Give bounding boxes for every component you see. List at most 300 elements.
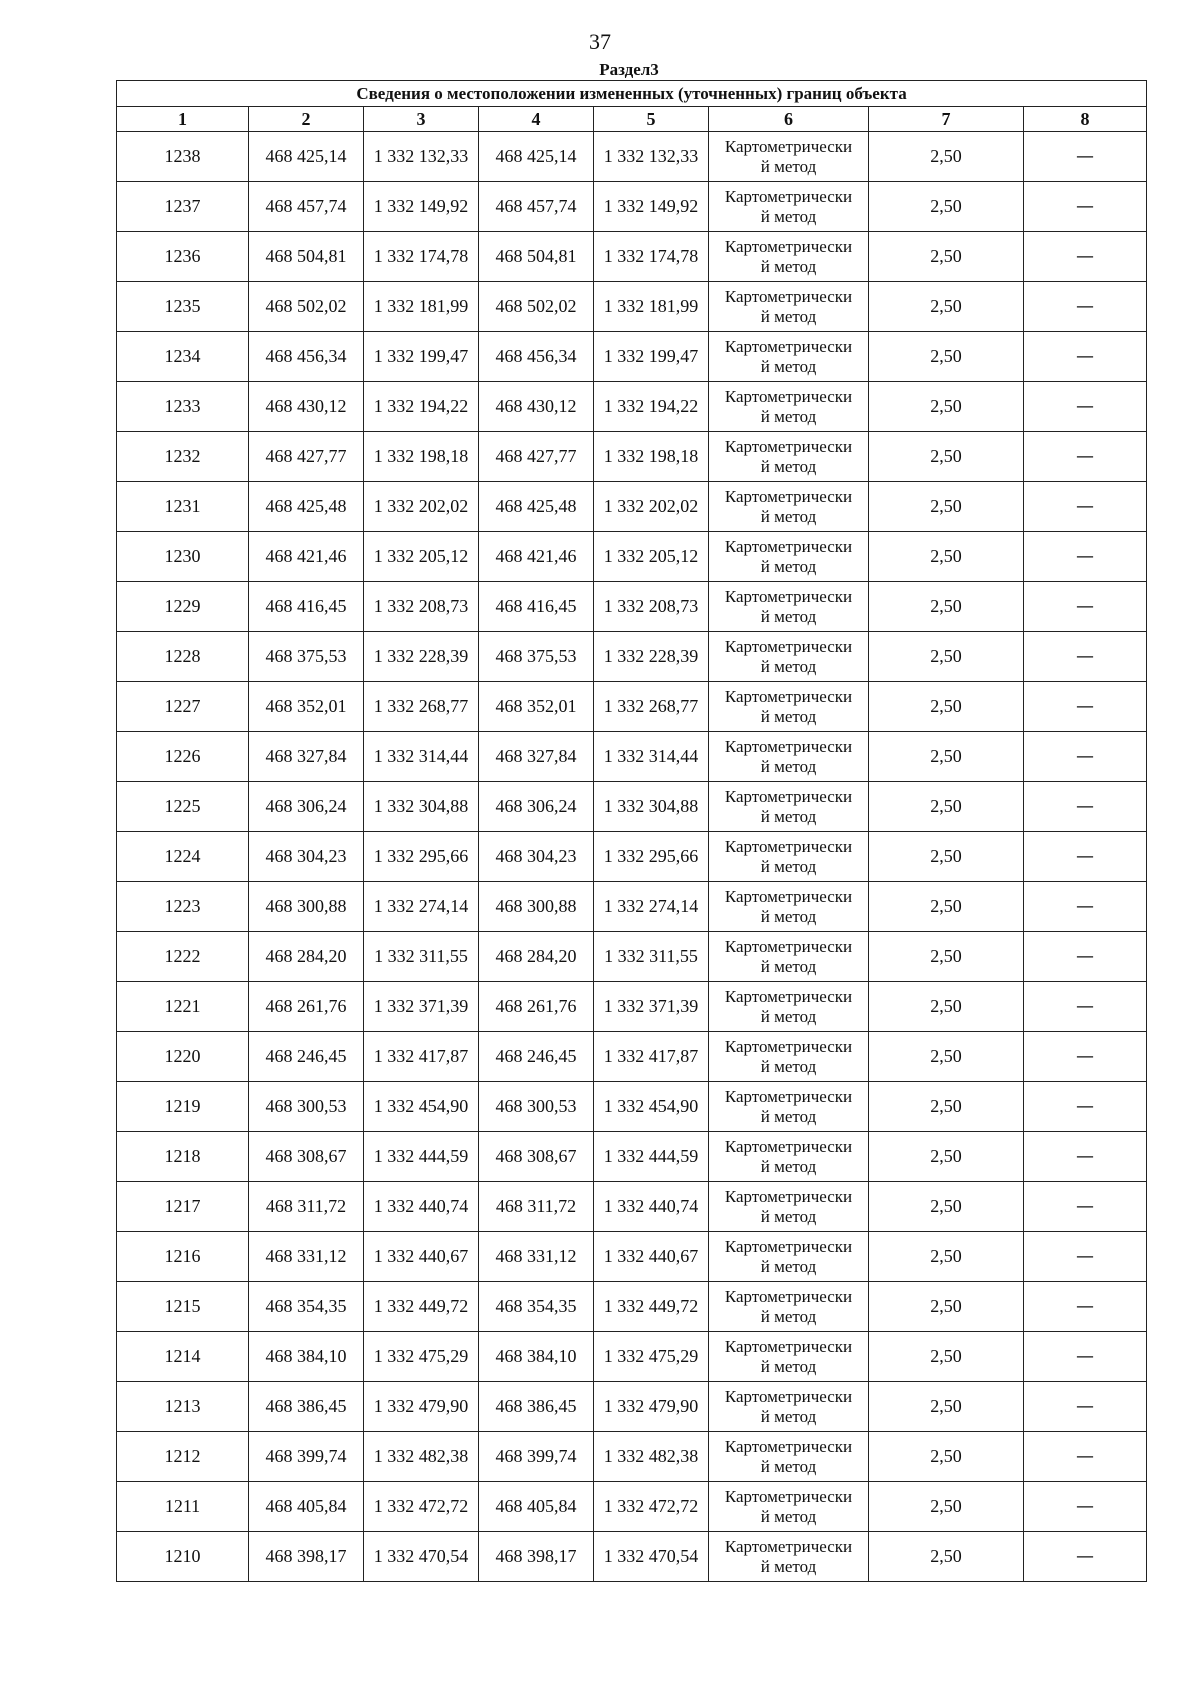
point-number-cell: 1223 (117, 882, 249, 932)
method-text-line1: Картометрически (724, 786, 853, 806)
column-number: 7 (869, 107, 1024, 132)
old-y-cell: 1 332 181,99 (364, 282, 479, 332)
table-row (117, 332, 1147, 382)
new-x-cell: 468 502,02 (479, 282, 594, 332)
new-y-cell: 1 332 440,74 (594, 1182, 709, 1232)
empty-cell: — (1024, 132, 1147, 182)
new-x-cell: 468 456,34 (479, 332, 594, 382)
point-number-cell: 1210 (117, 1532, 249, 1582)
new-x-cell: 468 384,10 (479, 1332, 594, 1382)
method-text-line1: Картометрически (724, 236, 853, 256)
new-y-cell: 1 332 472,72 (594, 1482, 709, 1532)
method-cell (709, 382, 869, 432)
method-text-line2: й метод (760, 1106, 817, 1126)
method-cell (709, 1032, 869, 1082)
method-text-line2: й метод (760, 1256, 817, 1276)
new-x-cell: 468 425,48 (479, 482, 594, 532)
precision-cell: 2,50 (869, 632, 1024, 682)
new-x-cell: 468 421,46 (479, 532, 594, 582)
method-text-line2: й метод (760, 956, 817, 976)
method-text-line2: й метод (760, 206, 817, 226)
method-cell (709, 1532, 869, 1582)
new-x-cell: 468 304,23 (479, 832, 594, 882)
method-text-line1: Картометрически (724, 1136, 853, 1156)
method-text-line1: Картометрически (724, 386, 853, 406)
old-y-cell: 1 332 132,33 (364, 132, 479, 182)
section-title: Раздел3 (599, 60, 659, 79)
method-text-line2: й метод (760, 1356, 817, 1376)
old-y-cell: 1 332 198,18 (364, 432, 479, 482)
method-text-line2: й метод (760, 1406, 817, 1426)
method-text-line2: й метод (760, 356, 817, 376)
old-x-cell: 468 504,81 (249, 232, 364, 282)
point-number-cell: 1236 (117, 232, 249, 282)
new-y-cell: 1 332 314,44 (594, 732, 709, 782)
point-number-cell: 1215 (117, 1282, 249, 1332)
method-cell (709, 632, 869, 682)
method-text-line1: Картометрически (724, 1336, 853, 1356)
table-row (117, 132, 1147, 182)
column-number: 8 (1024, 107, 1147, 132)
new-y-cell: 1 332 208,73 (594, 582, 709, 632)
method-text-line1: Картометрически (724, 1436, 853, 1456)
new-x-cell: 468 261,76 (479, 982, 594, 1032)
method-text-line2: й метод (760, 1556, 817, 1576)
old-x-cell: 468 456,34 (249, 332, 364, 382)
method-text-line1: Картометрически (724, 686, 853, 706)
method-text-line2: й метод (760, 256, 817, 276)
table-row (117, 1132, 1147, 1182)
old-x-cell: 468 457,74 (249, 182, 364, 232)
point-number-cell: 1221 (117, 982, 249, 1032)
new-y-cell: 1 332 479,90 (594, 1382, 709, 1432)
new-x-cell: 468 504,81 (479, 232, 594, 282)
precision-cell: 2,50 (869, 382, 1024, 432)
table-row (117, 382, 1147, 432)
method-text-line1: Картометрически (724, 336, 853, 356)
empty-cell: — (1024, 1432, 1147, 1482)
old-x-cell: 468 425,14 (249, 132, 364, 182)
old-y-cell: 1 332 472,72 (364, 1482, 479, 1532)
new-x-cell: 468 430,12 (479, 382, 594, 432)
new-x-cell: 468 375,53 (479, 632, 594, 682)
method-text-line2: й метод (760, 1306, 817, 1326)
old-x-cell: 468 284,20 (249, 932, 364, 982)
method-text-line2: й метод (760, 1206, 817, 1226)
new-x-cell: 468 425,14 (479, 132, 594, 182)
method-cell (709, 132, 869, 182)
method-text-line1: Картометрически (724, 986, 853, 1006)
method-text-line2: й метод (760, 1006, 817, 1026)
old-y-cell: 1 332 208,73 (364, 582, 479, 632)
new-y-cell: 1 332 268,77 (594, 682, 709, 732)
old-y-cell: 1 332 295,66 (364, 832, 479, 882)
method-cell (709, 1182, 869, 1232)
method-text-line2: й метод (760, 556, 817, 576)
method-cell (709, 682, 869, 732)
method-text-line1: Картометрически (724, 1036, 853, 1056)
empty-cell: — (1024, 932, 1147, 982)
method-text-line2: й метод (760, 706, 817, 726)
new-x-cell: 468 311,72 (479, 1182, 594, 1232)
table-caption: Сведения о местоположении измененных (уточненных) границ объекта (117, 81, 1147, 107)
empty-cell: — (1024, 232, 1147, 282)
method-text-line1: Картометрически (724, 836, 853, 856)
point-number-cell: 1218 (117, 1132, 249, 1182)
old-y-cell: 1 332 314,44 (364, 732, 479, 782)
old-y-cell: 1 332 304,88 (364, 782, 479, 832)
method-text-line2: й метод (760, 806, 817, 826)
method-cell (709, 782, 869, 832)
empty-cell: — (1024, 682, 1147, 732)
table-row (117, 1332, 1147, 1382)
old-x-cell: 468 261,76 (249, 982, 364, 1032)
precision-cell: 2,50 (869, 1132, 1024, 1182)
point-number-cell: 1212 (117, 1432, 249, 1482)
point-number-cell: 1237 (117, 182, 249, 232)
empty-cell: — (1024, 1282, 1147, 1332)
old-y-cell: 1 332 149,92 (364, 182, 479, 232)
point-number-cell: 1233 (117, 382, 249, 432)
new-y-cell: 1 332 174,78 (594, 232, 709, 282)
method-cell (709, 282, 869, 332)
empty-cell: — (1024, 1382, 1147, 1432)
table-row (117, 1432, 1147, 1482)
method-cell (709, 582, 869, 632)
method-text-line2: й метод (760, 1456, 817, 1476)
method-text-line1: Картометрически (724, 1086, 853, 1106)
old-x-cell: 468 430,12 (249, 382, 364, 432)
empty-cell: — (1024, 1182, 1147, 1232)
old-x-cell: 468 327,84 (249, 732, 364, 782)
new-x-cell: 468 427,77 (479, 432, 594, 482)
new-x-cell: 468 457,74 (479, 182, 594, 232)
old-y-cell: 1 332 470,54 (364, 1532, 479, 1582)
point-number-cell: 1220 (117, 1032, 249, 1082)
empty-cell: — (1024, 282, 1147, 332)
precision-cell: 2,50 (869, 1082, 1024, 1132)
point-number-cell: 1238 (117, 132, 249, 182)
new-y-cell: 1 332 311,55 (594, 932, 709, 982)
page-number: 37 (589, 29, 611, 54)
table-row (117, 582, 1147, 632)
column-number: 2 (249, 107, 364, 132)
method-cell (709, 182, 869, 232)
new-y-cell: 1 332 202,02 (594, 482, 709, 532)
new-x-cell: 468 354,35 (479, 1282, 594, 1332)
method-text-line1: Картометрически (724, 936, 853, 956)
method-cell (709, 1382, 869, 1432)
coordinates-table (116, 80, 1147, 1582)
table-row (117, 782, 1147, 832)
old-y-cell: 1 332 440,67 (364, 1232, 479, 1282)
old-x-cell: 468 502,02 (249, 282, 364, 332)
old-x-cell: 468 427,77 (249, 432, 364, 482)
point-number-cell: 1231 (117, 482, 249, 532)
old-x-cell: 468 416,45 (249, 582, 364, 632)
empty-cell: — (1024, 182, 1147, 232)
point-number-cell: 1229 (117, 582, 249, 632)
table-row (117, 1482, 1147, 1532)
new-y-cell: 1 332 454,90 (594, 1082, 709, 1132)
old-x-cell: 468 300,53 (249, 1082, 364, 1132)
column-number: 5 (594, 107, 709, 132)
point-number-cell: 1211 (117, 1482, 249, 1532)
method-text-line1: Картометрически (724, 536, 853, 556)
new-y-cell: 1 332 482,38 (594, 1432, 709, 1482)
old-x-cell: 468 375,53 (249, 632, 364, 682)
old-y-cell: 1 332 274,14 (364, 882, 479, 932)
method-text-line1: Картометрически (724, 186, 853, 206)
old-y-cell: 1 332 228,39 (364, 632, 479, 682)
old-y-cell: 1 332 202,02 (364, 482, 479, 532)
point-number-cell: 1219 (117, 1082, 249, 1132)
method-text-line2: й метод (760, 1056, 817, 1076)
old-x-cell: 468 398,17 (249, 1532, 364, 1582)
empty-cell: — (1024, 1332, 1147, 1382)
column-number: 3 (364, 107, 479, 132)
new-y-cell: 1 332 228,39 (594, 632, 709, 682)
table-row (117, 1032, 1147, 1082)
old-y-cell: 1 332 440,74 (364, 1182, 479, 1232)
point-number-cell: 1235 (117, 282, 249, 332)
method-cell (709, 1432, 869, 1482)
method-text-line1: Картометрически (724, 1486, 853, 1506)
precision-cell: 2,50 (869, 1432, 1024, 1482)
precision-cell: 2,50 (869, 1382, 1024, 1432)
empty-cell: — (1024, 882, 1147, 932)
precision-cell: 2,50 (869, 1482, 1024, 1532)
empty-cell: — (1024, 1232, 1147, 1282)
column-number: 4 (479, 107, 594, 132)
table-row (117, 732, 1147, 782)
point-number-cell: 1214 (117, 1332, 249, 1382)
new-x-cell: 468 300,88 (479, 882, 594, 932)
table-row (117, 532, 1147, 582)
old-x-cell: 468 246,45 (249, 1032, 364, 1082)
old-y-cell: 1 332 449,72 (364, 1282, 479, 1332)
new-y-cell: 1 332 132,33 (594, 132, 709, 182)
table-row (117, 932, 1147, 982)
old-x-cell: 468 304,23 (249, 832, 364, 882)
old-y-cell: 1 332 444,59 (364, 1132, 479, 1182)
precision-cell: 2,50 (869, 1332, 1024, 1382)
table-row (117, 632, 1147, 682)
table-row (117, 432, 1147, 482)
precision-cell: 2,50 (869, 982, 1024, 1032)
empty-cell: — (1024, 732, 1147, 782)
new-y-cell: 1 332 149,92 (594, 182, 709, 232)
precision-cell: 2,50 (869, 682, 1024, 732)
old-y-cell: 1 332 371,39 (364, 982, 479, 1032)
method-cell (709, 732, 869, 782)
method-cell (709, 1332, 869, 1382)
method-text-line2: й метод (760, 156, 817, 176)
table-row (117, 982, 1147, 1032)
method-cell (709, 332, 869, 382)
method-text-line1: Картометрически (724, 1236, 853, 1256)
old-x-cell: 468 386,45 (249, 1382, 364, 1432)
precision-cell: 2,50 (869, 1232, 1024, 1282)
table-row (117, 232, 1147, 282)
method-text-line2: й метод (760, 406, 817, 426)
table-row (117, 1382, 1147, 1432)
new-y-cell: 1 332 449,72 (594, 1282, 709, 1332)
table-body (117, 132, 1147, 1582)
old-y-cell: 1 332 199,47 (364, 332, 479, 382)
method-text-line2: й метод (760, 906, 817, 926)
method-text-line2: й метод (760, 606, 817, 626)
new-y-cell: 1 332 181,99 (594, 282, 709, 332)
method-text-line2: й метод (760, 856, 817, 876)
new-x-cell: 468 398,17 (479, 1532, 594, 1582)
method-text-line1: Картометрически (724, 436, 853, 456)
method-cell (709, 1132, 869, 1182)
point-number-cell: 1213 (117, 1382, 249, 1432)
method-text-line1: Картометрически (724, 1536, 853, 1556)
method-text-line1: Картометрически (724, 736, 853, 756)
method-cell (709, 482, 869, 532)
precision-cell: 2,50 (869, 732, 1024, 782)
method-cell (709, 982, 869, 1032)
empty-cell: — (1024, 982, 1147, 1032)
new-y-cell: 1 332 444,59 (594, 1132, 709, 1182)
method-cell (709, 882, 869, 932)
precision-cell: 2,50 (869, 1032, 1024, 1082)
precision-cell: 2,50 (869, 482, 1024, 532)
empty-cell: — (1024, 332, 1147, 382)
old-y-cell: 1 332 482,38 (364, 1432, 479, 1482)
precision-cell: 2,50 (869, 282, 1024, 332)
old-x-cell: 468 311,72 (249, 1182, 364, 1232)
old-y-cell: 1 332 417,87 (364, 1032, 479, 1082)
new-y-cell: 1 332 417,87 (594, 1032, 709, 1082)
new-x-cell: 468 405,84 (479, 1482, 594, 1532)
empty-cell: — (1024, 482, 1147, 532)
precision-cell: 2,50 (869, 132, 1024, 182)
old-y-cell: 1 332 311,55 (364, 932, 479, 982)
precision-cell: 2,50 (869, 782, 1024, 832)
method-text-line2: й метод (760, 1156, 817, 1176)
table-row (117, 282, 1147, 332)
new-y-cell: 1 332 304,88 (594, 782, 709, 832)
method-text-line1: Картометрически (724, 1386, 853, 1406)
precision-cell: 2,50 (869, 1282, 1024, 1332)
precision-cell: 2,50 (869, 532, 1024, 582)
table-row (117, 482, 1147, 532)
method-cell (709, 1082, 869, 1132)
table-row (117, 682, 1147, 732)
new-y-cell: 1 332 470,54 (594, 1532, 709, 1582)
precision-cell: 2,50 (869, 1182, 1024, 1232)
table-row (117, 182, 1147, 232)
point-number-cell: 1224 (117, 832, 249, 882)
column-number: 1 (117, 107, 249, 132)
method-text-line1: Картометрически (724, 636, 853, 656)
precision-cell: 2,50 (869, 232, 1024, 282)
empty-cell: — (1024, 782, 1147, 832)
table-row (117, 832, 1147, 882)
old-x-cell: 468 354,35 (249, 1282, 364, 1332)
new-x-cell: 468 306,24 (479, 782, 594, 832)
new-y-cell: 1 332 295,66 (594, 832, 709, 882)
new-y-cell: 1 332 274,14 (594, 882, 709, 932)
old-y-cell: 1 332 475,29 (364, 1332, 479, 1382)
new-x-cell: 468 308,67 (479, 1132, 594, 1182)
new-x-cell: 468 352,01 (479, 682, 594, 732)
method-cell (709, 1482, 869, 1532)
point-number-cell: 1216 (117, 1232, 249, 1282)
old-x-cell: 468 399,74 (249, 1432, 364, 1482)
point-number-cell: 1232 (117, 432, 249, 482)
new-x-cell: 468 300,53 (479, 1082, 594, 1132)
empty-cell: — (1024, 1082, 1147, 1132)
empty-cell: — (1024, 1532, 1147, 1582)
table-row (117, 882, 1147, 932)
point-number-cell: 1234 (117, 332, 249, 382)
point-number-cell: 1228 (117, 632, 249, 682)
point-number-cell: 1227 (117, 682, 249, 732)
method-text-line1: Картометрически (724, 486, 853, 506)
precision-cell: 2,50 (869, 1532, 1024, 1582)
new-y-cell: 1 332 371,39 (594, 982, 709, 1032)
new-y-cell: 1 332 475,29 (594, 1332, 709, 1382)
empty-cell: — (1024, 632, 1147, 682)
point-number-cell: 1225 (117, 782, 249, 832)
old-y-cell: 1 332 454,90 (364, 1082, 479, 1132)
empty-cell: — (1024, 432, 1147, 482)
precision-cell: 2,50 (869, 432, 1024, 482)
precision-cell: 2,50 (869, 582, 1024, 632)
column-numbers-row (117, 107, 1147, 132)
old-y-cell: 1 332 194,22 (364, 382, 479, 432)
new-y-cell: 1 332 199,47 (594, 332, 709, 382)
precision-cell: 2,50 (869, 932, 1024, 982)
point-number-cell: 1226 (117, 732, 249, 782)
empty-cell: — (1024, 1132, 1147, 1182)
new-x-cell: 468 416,45 (479, 582, 594, 632)
new-y-cell: 1 332 205,12 (594, 532, 709, 582)
new-y-cell: 1 332 198,18 (594, 432, 709, 482)
old-y-cell: 1 332 174,78 (364, 232, 479, 282)
new-x-cell: 468 246,45 (479, 1032, 594, 1082)
point-number-cell: 1217 (117, 1182, 249, 1232)
empty-cell: — (1024, 582, 1147, 632)
new-y-cell: 1 332 194,22 (594, 382, 709, 432)
table-row (117, 1232, 1147, 1282)
method-text-line2: й метод (760, 1506, 817, 1526)
old-x-cell: 468 308,67 (249, 1132, 364, 1182)
method-text-line1: Картометрически (724, 1186, 853, 1206)
point-number-cell: 1230 (117, 532, 249, 582)
empty-cell: — (1024, 1032, 1147, 1082)
new-x-cell: 468 386,45 (479, 1382, 594, 1432)
method-text-line1: Картометрически (724, 136, 853, 156)
new-x-cell: 468 399,74 (479, 1432, 594, 1482)
old-x-cell: 468 425,48 (249, 482, 364, 532)
method-text-line1: Картометрически (724, 286, 853, 306)
precision-cell: 2,50 (869, 332, 1024, 382)
column-number: 6 (709, 107, 869, 132)
table-row (117, 1532, 1147, 1582)
method-text-line2: й метод (760, 506, 817, 526)
empty-cell: — (1024, 832, 1147, 882)
old-x-cell: 468 405,84 (249, 1482, 364, 1532)
old-y-cell: 1 332 268,77 (364, 682, 479, 732)
method-cell (709, 932, 869, 982)
table-row (117, 1082, 1147, 1132)
old-x-cell: 468 352,01 (249, 682, 364, 732)
